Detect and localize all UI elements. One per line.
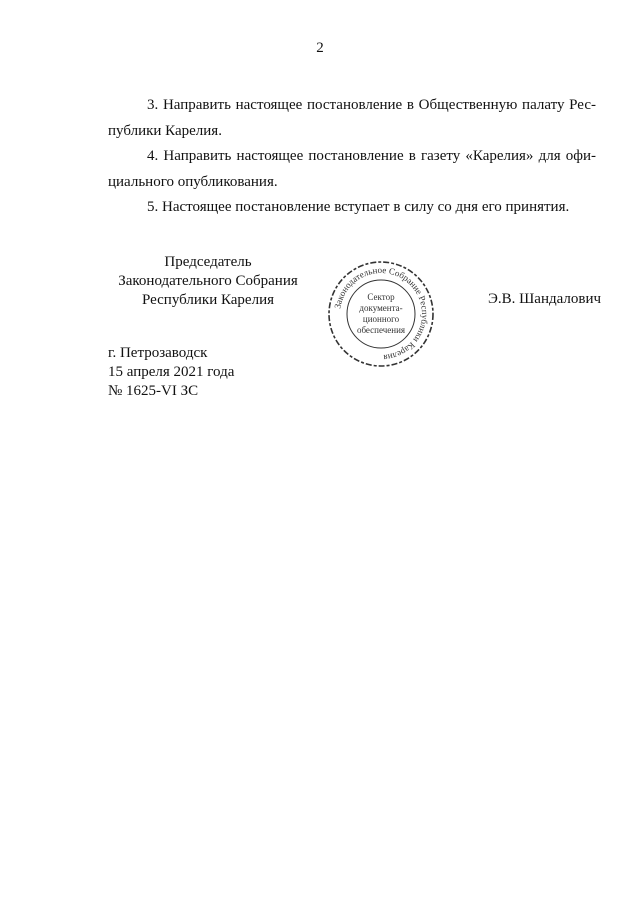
paragraph-5-line1: 5. Настоящее постановление вступает в силу со дня его принятия.: [147, 199, 570, 215]
signer-name: Э.В. Шандалович: [488, 291, 602, 307]
signer-title-line1: Председатель: [164, 254, 252, 270]
paragraph-3-line2: публики Карелия.: [108, 123, 222, 139]
paragraph-4-line1: 4. Направить настоящее постановление в газету «Карелия» для офи-: [147, 148, 596, 164]
paragraph-3: [108, 92, 596, 144]
place-and-date: [108, 344, 234, 401]
date: 15 апреля 2021 года: [108, 364, 235, 380]
stamp-center-line4: обеспечения: [356, 325, 406, 335]
paragraph-3-line1: 3. Направить настоящее постановление в Общественную палату Рес-: [147, 97, 596, 113]
paragraph-4: [108, 143, 596, 195]
signer-title-line3: Республики Карелия: [141, 292, 275, 308]
city: г. Петрозаводск: [108, 345, 208, 361]
document-number: № 1625-VI ЗС: [108, 383, 199, 399]
stamp-ring-text: Законодательное Собрание Республики Карелия: [332, 264, 431, 363]
official-stamp: [326, 259, 436, 369]
stamp-center-line2: документа-: [359, 303, 403, 313]
paragraph-5: [108, 194, 596, 220]
stamp-center-line1: Сектор: [367, 292, 395, 302]
signer-title-line2: Законодательного Собрания: [118, 273, 298, 289]
page-number: 2: [316, 40, 324, 56]
signer-title: [108, 253, 308, 310]
stamp-center-line3: ционного: [362, 314, 400, 324]
paragraph-4-line2: циального опубликования.: [108, 174, 278, 190]
